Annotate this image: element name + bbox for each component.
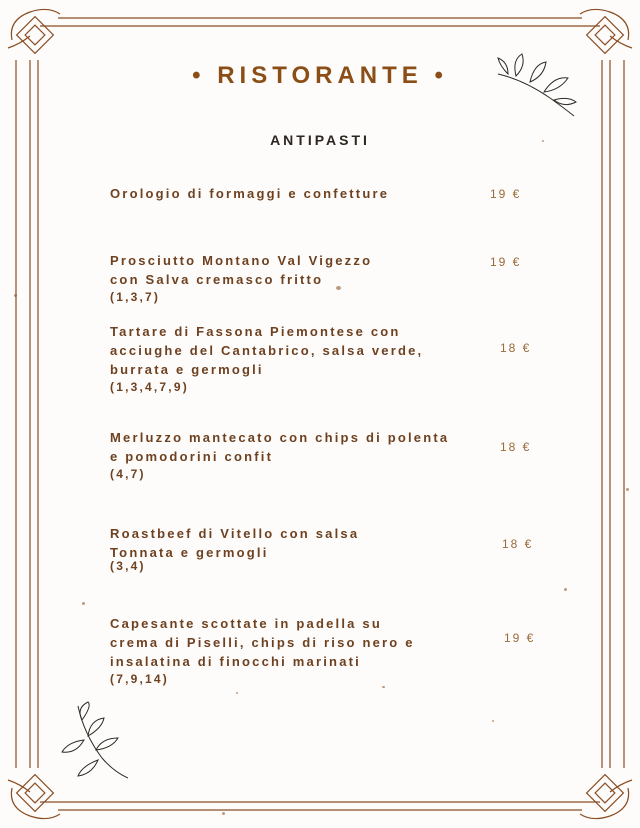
menu-item-allergens: (1,3,7) xyxy=(110,290,161,304)
menu-item xyxy=(110,524,500,575)
section-heading: ANTIPASTI xyxy=(270,132,370,148)
menu-item xyxy=(110,428,500,483)
menu-item-name: Roastbeef di Vitello con salsa Tonnata e germogli xyxy=(110,526,360,560)
menu-item-name: Prosciutto Montano Val Vigezzo con Salva cremasco fritto xyxy=(110,253,373,287)
menu-item-name: Capesante scottate in padella su crema di Piselli, chips di riso nero e insalatina di finocchi marinati xyxy=(110,616,415,669)
decorative-speck xyxy=(626,488,629,491)
menu-item-name: Orologio di formaggi e confetture xyxy=(110,186,390,201)
decorative-speck xyxy=(564,588,567,591)
decorative-speck xyxy=(492,720,494,722)
leaf-branch-icon xyxy=(58,700,132,782)
decorative-speck xyxy=(82,602,85,605)
decorative-speck xyxy=(222,812,225,815)
menu-item-price: 18 € xyxy=(502,537,534,551)
menu-item xyxy=(110,614,500,688)
menu-item-allergens: (3,4) xyxy=(110,559,146,573)
menu-item-allergens: (1,3,4,7,9) xyxy=(110,380,189,394)
menu-item-price: 19 € xyxy=(504,631,536,645)
menu-item-price: 19 € xyxy=(490,187,522,201)
menu-item-allergens: (4,7) xyxy=(110,467,146,481)
menu-item xyxy=(110,322,500,396)
decorative-speck xyxy=(14,294,17,297)
menu-item-price: 18 € xyxy=(500,440,532,454)
restaurant-title: • RISTORANTE • xyxy=(192,62,448,89)
menu-item-allergens: (7,9,14) xyxy=(110,672,169,686)
menu-item-name: Merluzzo mantecato con chips di polenta e pomodorini confit xyxy=(110,430,450,464)
menu-item-price: 19 € xyxy=(490,255,522,269)
menu-item-name: Tartare di Fassona Piemontese con acciughe del Cantabrico, salsa verde, burrata e germogli xyxy=(110,324,424,377)
menu-item xyxy=(110,251,500,306)
decorative-speck xyxy=(236,692,238,694)
menu-item-price: 18 € xyxy=(500,341,532,355)
menu-item xyxy=(110,184,500,203)
